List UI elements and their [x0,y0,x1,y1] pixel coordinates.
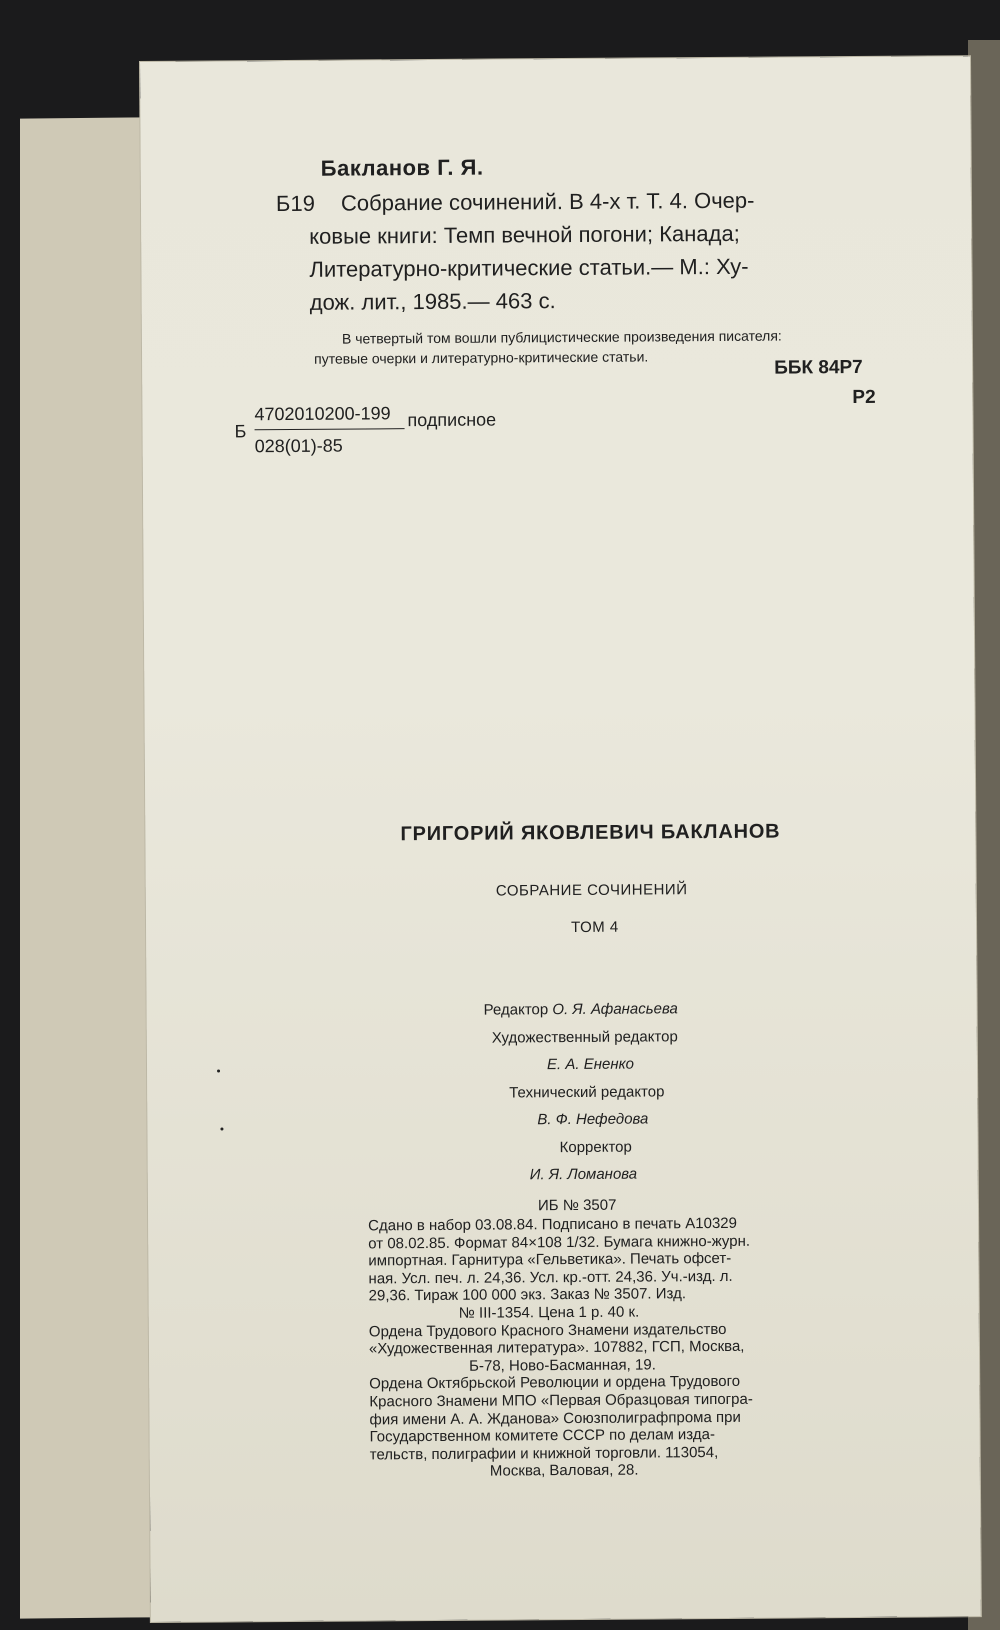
collection-title: СОБРАНИЕ СОЧИНЕНИЙ [495,881,688,900]
editor-name: О. Я. Афанасьева [552,1000,678,1019]
imprint-line: «Художественная литература». 107882, ГСП, Москва, [368,1337,745,1358]
code-letter: Б [234,421,247,442]
editor-label: Редактор [483,1001,549,1019]
bbk-subcode: Р2 [852,386,876,409]
imprint-line: Красного Знамени МПО «Первая Образцовая типогра- [369,1390,753,1411]
proofreader-name: И. Я. Ломанова [529,1165,638,1184]
imprint-line: тельств, полиграфии и книжной торговли. 113054, [369,1443,719,1464]
imprint-line: Сдано в набор 03.08.84. Подписано в печать А10329 [368,1214,738,1235]
imprint-line: Ордена Октябрьской Революции и ордена Трудового [369,1373,741,1393]
art-editor-name: Е. А. Ененко [546,1055,635,1074]
imprint-line: 29,36. Тираж 100 000 экз. Заказ № 3507. Изд. [368,1285,687,1305]
code-numerator: 4702010200-199 [254,403,391,425]
ib-number: ИБ № 3507 [537,1196,617,1215]
imprint-line: ная. Усл. печ. л. 24,36. Усл. кр.-отт. 24,36. Уч.-изд. л. [368,1267,733,1288]
biblio-line-2: ковые книги: Темп вечной погони; Канада; [309,220,740,249]
tech-editor-label: Технический редактор [509,1083,665,1102]
volume-number: ТОМ 4 [570,918,619,937]
underlying-page [20,117,150,1618]
art-editor-label: Художественный редактор [491,1028,678,1047]
imprint-line: Б-78, Ново-Басманная, 19. [469,1356,656,1375]
catalog-index: Б19 [275,190,315,217]
imprint-line: фия имени А. А. Жданова» Союзполиграфпрома при [369,1408,741,1428]
author-full-name: ГРИГОРИЙ ЯКОВЛЕВИЧ БАКЛАНОВ [400,820,781,846]
imprint-line: от 08.02.85. Формат 84×108 1/32. Бумага книжно-журн. [368,1232,751,1253]
biblio-line-4: дож. лит., 1985.— 463 с. [309,288,556,315]
imprint-line: Москва, Валовая, 28. [489,1461,639,1480]
paper-speck [220,1127,223,1130]
annotation-line-1: В четвертый том вошли публицистические произведения писателя: [341,327,782,347]
code-denominator: 028(01)-85 [254,435,343,457]
imprint-block [368,1214,810,1481]
book-page [140,56,981,1622]
paper-speck [217,1069,220,1072]
proofreader-label: Корректор [559,1138,632,1157]
biblio-line-1: Собрание сочинений. В 4-х т. Т. 4. Очер- [340,187,755,216]
annotation-line-2: путевые очерки и литературно-критические статьи. [314,348,649,367]
editor-line [484,1000,678,1018]
imprint-line: № III-1354. Цена 1 р. 40 к. [458,1303,640,1322]
bbk-code: ББК 84Р7 [774,356,863,379]
fraction-line [255,428,405,430]
imprint-line: импортная. Гарнитура «Гельветика». Печать офсет- [368,1250,732,1270]
biblio-line-3: Литературно-критические статьи.— М.: Ху- [309,253,749,282]
subscription-label: подписное [407,409,497,431]
imprint-line: Ордена Трудового Красного Знамени издательство [368,1320,727,1340]
imprint-line: Государственном комитете СССР по делам изда- [369,1426,715,1446]
catalog-author: Бакланов Г. Я. [320,154,484,181]
tech-editor-name: В. Ф. Нефедова [537,1110,649,1129]
